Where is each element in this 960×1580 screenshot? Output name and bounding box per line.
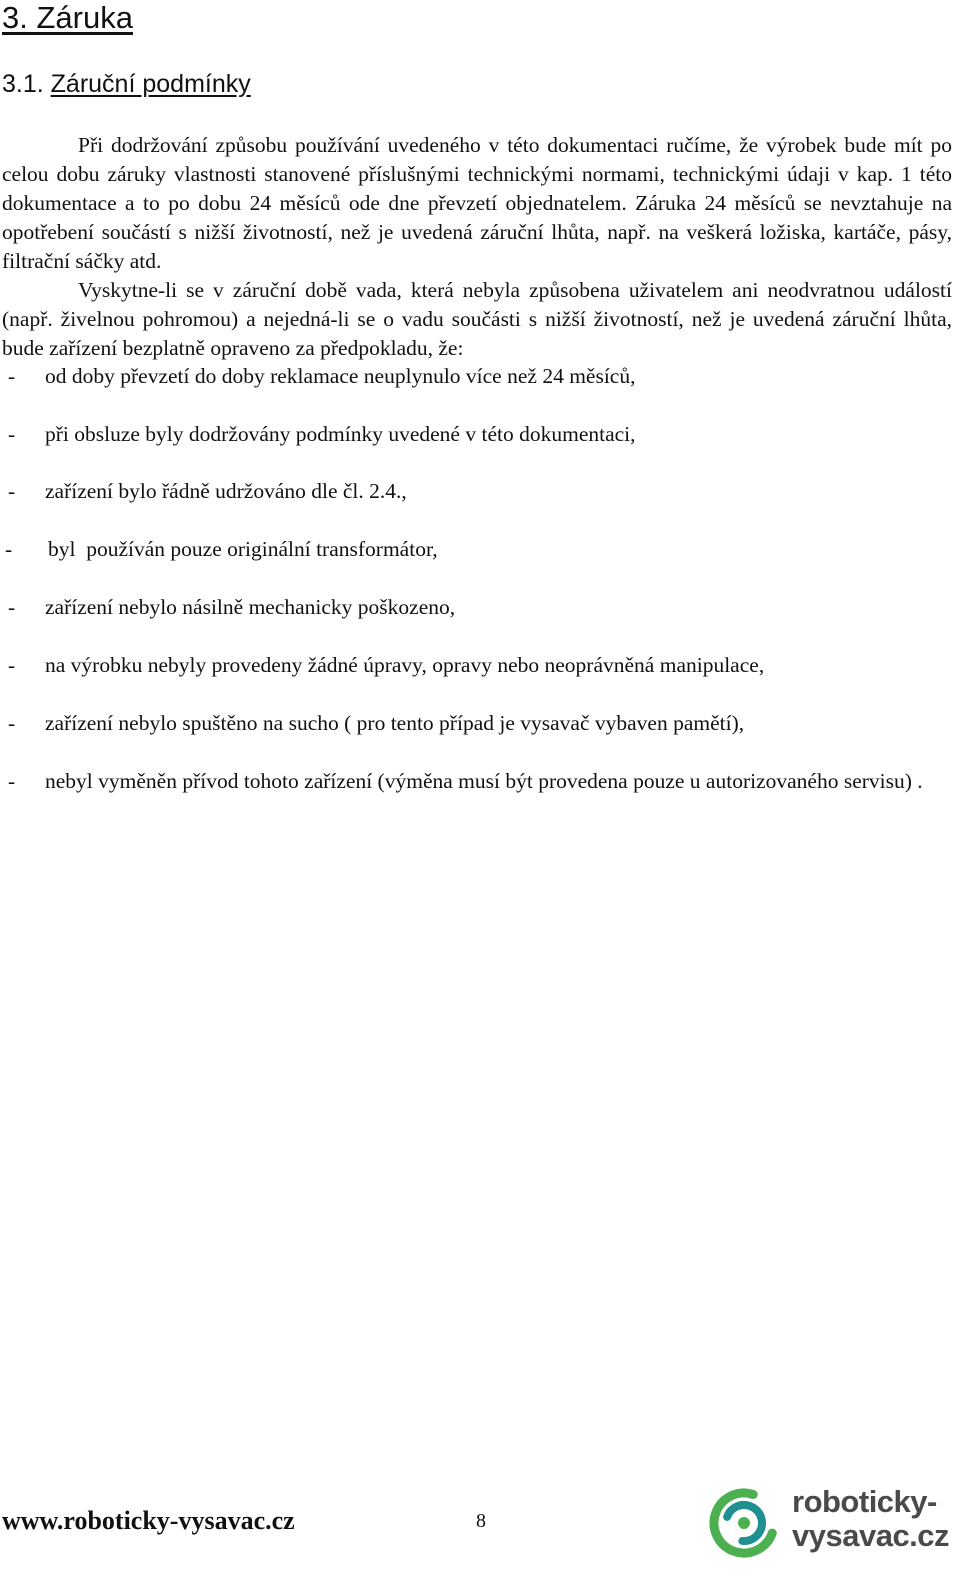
condition-item: [2, 767, 952, 796]
subsection-number: 3.1.: [2, 70, 44, 98]
list-dash: -: [8, 479, 16, 503]
list-dash: -: [8, 711, 16, 735]
condition-item: [2, 709, 952, 738]
list-dash: -: [5, 537, 13, 561]
subsection-title: Záruční podmínky: [50, 70, 251, 98]
list-dash: -: [8, 769, 16, 793]
condition-text: zařízení nebylo násilně mechanicky poškozeno,: [45, 595, 456, 619]
brand-logo: [706, 1483, 954, 1563]
page-number: 8: [476, 1510, 486, 1532]
condition-item: [2, 362, 952, 391]
condition-text: při obsluze byly dodržovány podmínky uvedené v této dokumentaci,: [45, 422, 636, 446]
warranty-paragraph-2: Vyskytne-li se v záruční době vada, která nebyla způsobena uživatelem ani neodvratnou událostí (např. živelnou pohromou) a nejedná-li se o vadu součásti s nižší životností, než je uvedená záruční lhůta, bude zařízení bezplatně opraveno za předpokladu, že:: [2, 278, 952, 360]
condition-text: zařízení bylo řádně udržováno dle čl. 2.4.,: [45, 479, 407, 503]
condition-text: byl používán pouze originální transformátor,: [48, 537, 438, 561]
condition-item: [2, 651, 952, 680]
list-dash: -: [8, 595, 16, 619]
logo-wordmark: [792, 1485, 949, 1553]
condition-text: na výrobku nebyly provedeny žádné úpravy, opravy nebo neoprávněná manipulace,: [45, 653, 765, 677]
logo-line-2: vysavac.cz: [792, 1518, 950, 1553]
swirl-logo-icon: [706, 1483, 790, 1563]
section-heading: 3. Záruka: [2, 0, 133, 35]
warranty-paragraph-1: Při dodržování způsobu používání uvedeného v této dokumentaci ručíme, že výrobek bude mít po celou dobu záruky vlastnosti stanovené příslušnými technickými normami, technickými údaji v kap. 1 této dokumentace a to po dobu 24 měsíců ode dne převzetí objednatelem. Záruka 24 měsíců se nevztahuje na opotřebení součástí s nižší životností, než je uvedená záruční lhůta, např. na veškerá ložiska, kartáče, pásy, filtrační sáčky atd.: [2, 133, 952, 273]
condition-text: zařízení nebylo spuštěno na sucho ( pro tento případ je vysavač vybaven pamětí),: [45, 711, 745, 735]
condition-item: [2, 535, 952, 564]
subsection-heading: [2, 68, 251, 100]
list-dash: -: [8, 653, 16, 677]
condition-text: od doby převzetí do doby reklamace neuplynulo více než 24 měsíců,: [45, 364, 636, 388]
condition-item: [2, 420, 952, 449]
list-dash: -: [8, 422, 16, 446]
logo-line-1: roboticky-: [792, 1484, 937, 1519]
list-dash: -: [8, 364, 16, 388]
condition-item: [2, 477, 952, 506]
footer-website-link[interactable]: www.roboticky-vysavac.cz: [2, 1506, 295, 1535]
condition-text: nebyl vyměněn přívod tohoto zařízení (výměna musí být provedena pouze u autorizovaného servisu) .: [45, 769, 923, 793]
condition-item: [2, 593, 952, 622]
